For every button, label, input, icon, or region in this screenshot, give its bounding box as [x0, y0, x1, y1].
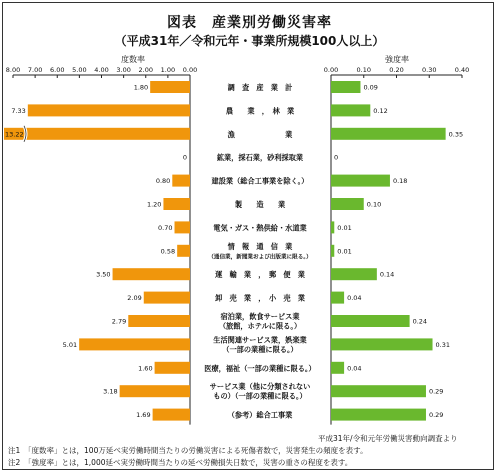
category-label: 情 報 通 信 業	[227, 241, 293, 251]
severity-bar	[331, 292, 344, 304]
left-series	[4, 81, 190, 421]
category-labels	[204, 83, 315, 420]
category-label: 建設業（総合工事業を除く。）	[211, 176, 309, 186]
severity-label: 0.29	[428, 387, 444, 396]
severity-label: 0.12	[373, 106, 388, 115]
category-label: 生活関連サービス業，娯楽業	[213, 335, 307, 345]
severity-bar	[331, 338, 433, 350]
frequency-label: 3.18	[103, 387, 118, 396]
severity-label: 0.04	[347, 294, 362, 303]
left-tick-label: 1.00	[160, 66, 176, 74]
frequency-bar	[177, 245, 190, 257]
left-tick-label: 2.00	[138, 66, 153, 74]
severity-label: 0.04	[347, 364, 362, 373]
severity-bar	[331, 128, 446, 140]
category-label: 鉱業，採石業，砂利採取業	[216, 153, 304, 163]
severity-bar	[331, 315, 410, 327]
severity-label: 0.10	[366, 200, 382, 209]
category-label: 運 輸 業 ， 郵 便 業	[215, 270, 305, 280]
frequency-bar	[155, 362, 190, 374]
frequency-label: 2.09	[127, 294, 142, 303]
severity-bar	[331, 362, 344, 374]
left-tick-label: 5.00	[72, 66, 87, 74]
frequency-bar	[163, 198, 190, 210]
severity-label: 0.29	[428, 411, 444, 420]
category-sublabel: もの）（一部の業種に限る。）	[213, 391, 307, 401]
category-label: 製 造 業	[234, 200, 286, 209]
category-label: 宿泊業，飲食サービス業	[220, 312, 300, 321]
frequency-label: 13.22	[5, 130, 24, 139]
frequency-bar	[4, 128, 190, 140]
frequency-bar	[153, 409, 190, 421]
left-axis-title: 度数率	[121, 55, 145, 64]
frequency-bar	[120, 385, 190, 397]
severity-bar	[331, 175, 390, 187]
frequency-bar	[79, 338, 190, 350]
frequency-label: 2.79	[111, 317, 127, 326]
chart-subtitle: （平成31年／令和元年・事業所規模100人以上）	[114, 34, 385, 48]
right-tick-label: 0.10	[356, 66, 371, 74]
chart-title: 図表 産業別労働災害率	[167, 15, 332, 31]
severity-bar	[331, 245, 334, 257]
frequency-bar	[144, 292, 190, 304]
severity-label: 0.31	[435, 340, 451, 349]
severity-bar	[331, 81, 360, 93]
category-sublabel: （通信業，新聞業および出版業に限る。）	[208, 254, 312, 261]
right-tick-label: 0.00	[323, 66, 339, 74]
severity-label: 0.01	[337, 223, 352, 232]
severity-label: 0.01	[337, 247, 352, 256]
category-label: 調 査 産 業 計	[227, 83, 293, 92]
frequency-label: 0	[182, 153, 187, 162]
category-sublabel: （旅館，ホテルに限る。）	[218, 321, 302, 331]
frequency-bar	[28, 104, 190, 116]
frequency-label: 5.01	[62, 340, 78, 349]
frequency-label: 0.70	[158, 223, 173, 232]
frequency-label: 7.33	[11, 106, 26, 115]
left-tick-label: 8.00	[5, 66, 21, 74]
severity-bar	[331, 104, 370, 116]
category-label: （参考）総合工事業	[227, 410, 293, 420]
severity-bar	[331, 409, 426, 421]
category-label: 電気・ガス・熱供給・水道業	[213, 223, 307, 233]
severity-label: 0.35	[448, 130, 464, 139]
category-label: 医療，福祉（一部の業種に限る。）	[204, 363, 316, 373]
right-tick-label: 0.20	[389, 66, 404, 74]
category-label: サービス業（他に分類されない	[209, 382, 311, 392]
right-tick-label: 0.30	[422, 66, 437, 74]
frequency-label: 1.60	[138, 364, 153, 373]
source-note: 平成31年/令和元年労働災害動向調査より	[318, 434, 458, 443]
category-sublabel: （一部の業種に限る。）	[222, 344, 298, 354]
footnote-2: 注2 「強度率」とは，1,000延べ実労働時間当たりの延べ労働損失日数で，災害の重さの程度を表す。	[8, 458, 353, 467]
severity-label: 0	[334, 153, 339, 162]
severity-label: 0.18	[392, 177, 408, 186]
severity-bar	[331, 221, 334, 233]
right-tick-label: 0.40	[454, 66, 470, 74]
frequency-label: 1.69	[136, 411, 151, 420]
category-label: 漁 業	[227, 129, 293, 139]
frequency-bar	[150, 81, 190, 93]
right-axis	[324, 66, 469, 425]
left-tick-label: 3.00	[116, 66, 131, 74]
left-tick-label: 6.00	[50, 66, 65, 74]
left-tick-label: 0.00	[182, 66, 198, 74]
left-tick-label: 4.00	[94, 66, 109, 74]
frequency-bar	[128, 315, 190, 327]
severity-bar	[331, 268, 377, 280]
left-tick-label: 7.00	[27, 66, 43, 74]
frequency-bar	[113, 268, 190, 280]
frequency-label: 0.80	[155, 177, 171, 186]
severity-label: 0.24	[412, 317, 428, 326]
frequency-label: 1.20	[146, 200, 162, 209]
severity-label: 0.14	[379, 270, 395, 279]
right-axis-title: 強度率	[385, 55, 409, 64]
frequency-label: 0.58	[160, 247, 176, 256]
category-label: 農 業 ， 林 業	[225, 106, 295, 116]
frequency-bar	[172, 175, 190, 187]
category-label: 卸 売 業 ， 小 売 業	[215, 293, 305, 303]
frequency-label: 3.50	[96, 270, 111, 279]
severity-bar	[331, 385, 426, 397]
frequency-label: 1.80	[133, 83, 149, 92]
severity-bar	[331, 198, 364, 210]
severity-label: 0.09	[363, 83, 378, 92]
right-series	[331, 81, 463, 421]
frequency-bar	[175, 221, 190, 233]
footnote-1: 注1 「度数率」とは，100万延べ実労働時間当たりの労働災害による死傷者数で，災害発生の頻度を表す。	[8, 446, 368, 455]
